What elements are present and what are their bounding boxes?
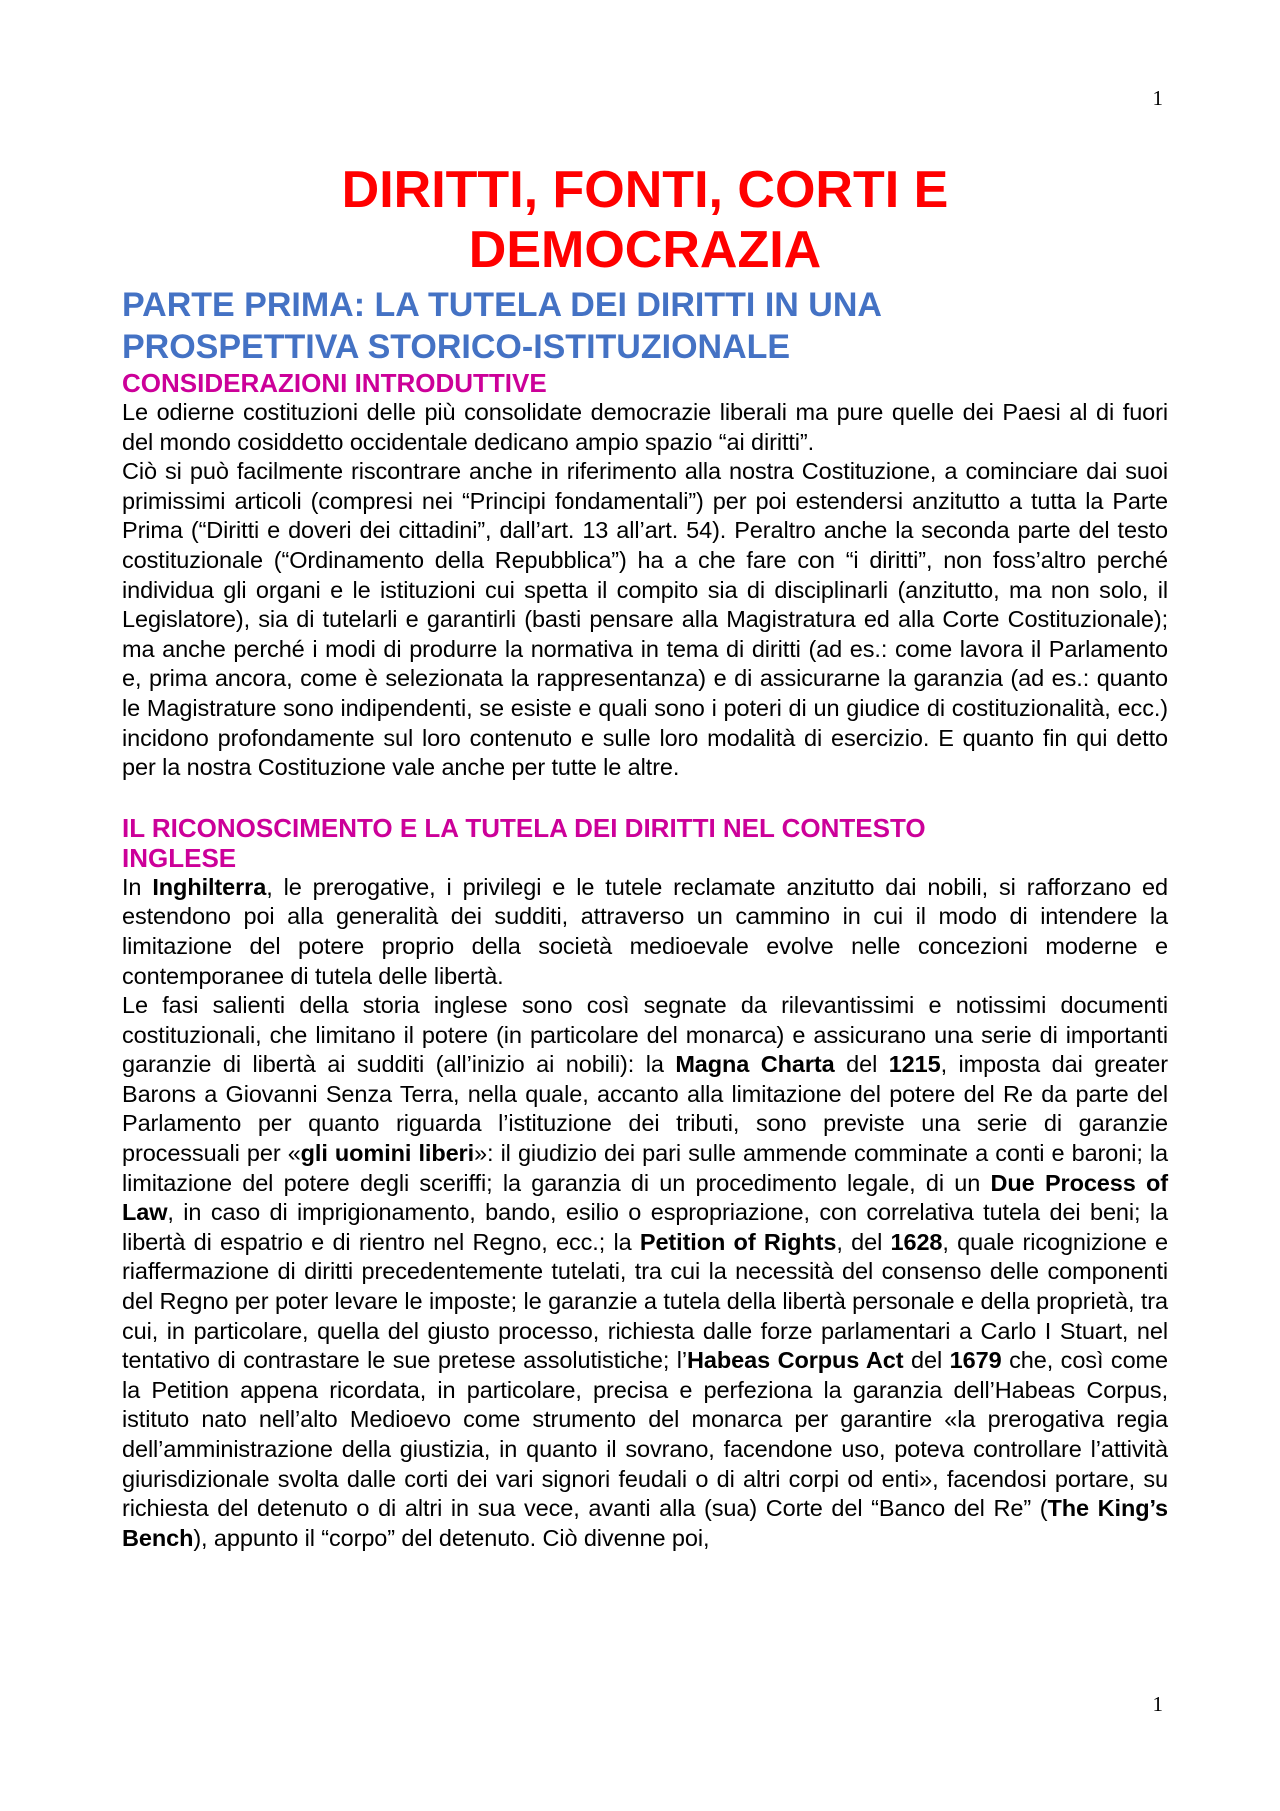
bold-term: 1628 (890, 1228, 943, 1255)
paragraph-inghilterra-2: Le fasi salienti della storia inglese sono così segnate da rilevantissimi e notissimi documenti costituzionali, che limitano il potere (in particolare del monarca) e assicurano una serie di importanti garanzie di libertà ai sudditi (all’inizio ai nobili): la Magna Charta del 1215, imposta dai greater Barons a Giovanni Senza Terra, nella quale, accanto alla limitazione del potere del Re da parte del Parlamento per quanto riguarda l’istituzione dei tributi, sono previste una serie di garanzie processuali per «gli uomini liberi»: il giudizio dei pari sulle ammende comminate a conti e baroni; la limitazione del potere degli sceriffi; la garanzia di un procedimento legale, di un Due Process of Law, in caso di imprigionamento, bando, esilio o espropriazione, con correlativa tutela dei beni; la libertà di espatrio e di rientro nel Regno, ecc.; la Petition of Rights, del 1628, quale ricognizione e riaffermazione di diritti precedentemente tutelati, tra cui la necessità del consenso delle componenti del Regno per poter levare le imposte; le garanzie a tutela della libertà personale e della proprietà, tra cui, in particolare, quella del giusto processo, richiesta dalle forze parlamentari a Carlo I Stuart, nel tentativo di contrastare le sue pretese assolutistiche; l’Habeas Corpus Act del 1679 che, così come la Petition appena ricordata, in particolare, precisa e perfeziona la garanzia dell’Habeas Corpus, istituto nato nell’alto Medioevo come strumento del monarca per garantire «la prerogativa regia dell’amministrazione della giustizia, in quanto il sovrano, facendone uso, poteva controllare l’attività giurisdizionale svolta dalle corti dei vari signori feudali o di altri corpi od enti», facendosi portare, su richiesta del detenuto o di altri in sua vece, avanti alla (sua) Corte del “Banco del Re” (The King’s Bench), appunto il “corpo” del detenuto. Ciò divenne poi, (122, 992, 1168, 1551)
section-title-line-1: IL RICONOSCIMENTO E LA TUTELA DEI DIRITTI NEL CONTESTO (122, 812, 926, 843)
main-title (122, 160, 1168, 280)
document-body (122, 160, 1168, 1553)
part-title-line-2: PROSPETTIVA STORICO-ISTITUZIONALE (122, 328, 791, 366)
bold-term: gli uomini liberi (300, 1140, 475, 1167)
section-spacer (122, 783, 1168, 813)
page-number-bottom: 1 (1152, 1692, 1163, 1716)
bold-term: Inghilterra (152, 873, 267, 900)
paragraph-intro-1: Le odierne costituzioni delle più consolidate democrazie liberali ma pure quelle dei Paesi al di fuori del mondo cosiddetto occidentale dedicano ampio spazio “ai diritti”. (122, 399, 1168, 455)
bold-term: Due Process of Law (122, 1169, 1168, 1226)
part-title (122, 284, 1168, 368)
bold-term: 1679 (949, 1347, 1002, 1374)
section-title-considerazioni: CONSIDERAZIONI INTRODUTTIVE (122, 368, 547, 398)
bold-term: The King’s Bench (122, 1495, 1168, 1551)
page-number-top: 1 (1152, 86, 1163, 110)
main-title-line-1: DIRITTI, FONTI, CORTI E (341, 161, 949, 219)
bold-term: Habeas Corpus Act (687, 1347, 904, 1374)
bold-term: 1215 (888, 1051, 941, 1078)
section-title-contesto-inglese (122, 813, 1168, 873)
bold-term: Petition of Rights (639, 1228, 837, 1255)
section-title-line-2: INGLESE (122, 842, 237, 873)
paragraph-inghilterra-1: In Inghilterra, le prerogative, i privilegi e le tutele reclamate anzitutto dai nobili, si rafforzano ed estendono poi alla generalità dei sudditi, attraverso un cammino in cui il modo di intendere la limitazione del potere proprio della società medioevale evolve nelle concezioni moderne e contemporanee di tutela delle libertà. (122, 873, 1169, 989)
part-title-line-1: PARTE PRIMA: LA TUTELA DEI DIRITTI IN UNA (122, 286, 882, 324)
bold-term: Magna Charta (675, 1051, 835, 1078)
main-title-line-2: DEMOCRAZIA (468, 221, 822, 279)
paragraph-intro-2: Ciò si può facilmente riscontrare anche in riferimento alla nostra Costituzione, a cominciare dai suoi primissimi articoli (compresi nei “Principi fondamentali”) per poi estendersi anzitutto a tutta la Parte Prima (“Diritti e doveri dei cittadini”, dall’art. 13 all’art. 54). Peraltro anche la seconda parte del testo costituzionale (“Ordinamento della Repubblica”) ha a che fare con “i diritti”, non foss’altro perché individua gli organi e le istituzioni cui spetta il compito sia di disciplinarli (anzitutto, ma non solo, il Legislatore), sia di tutelarli e garantirli (basti pensare alla Magistratura ed alla Corte Costituzionale); ma anche perché i modi di produrre la normativa in tema di diritti (ad es.: come lavora il Parlamento e, prima ancora, come è selezionata la rappresentanza) e di assicurarne la garanzia (ad es.: quanto le Magistrature sono indipendenti, se esiste e quali sono i poteri di un giudice di costituzionalità, ecc.) incidono profondamente sul loro contenuto e sulle loro modalità di esercizio. E quanto fin qui detto per la nostra Costituzione vale anche per tutte le altre. (122, 458, 1168, 781)
